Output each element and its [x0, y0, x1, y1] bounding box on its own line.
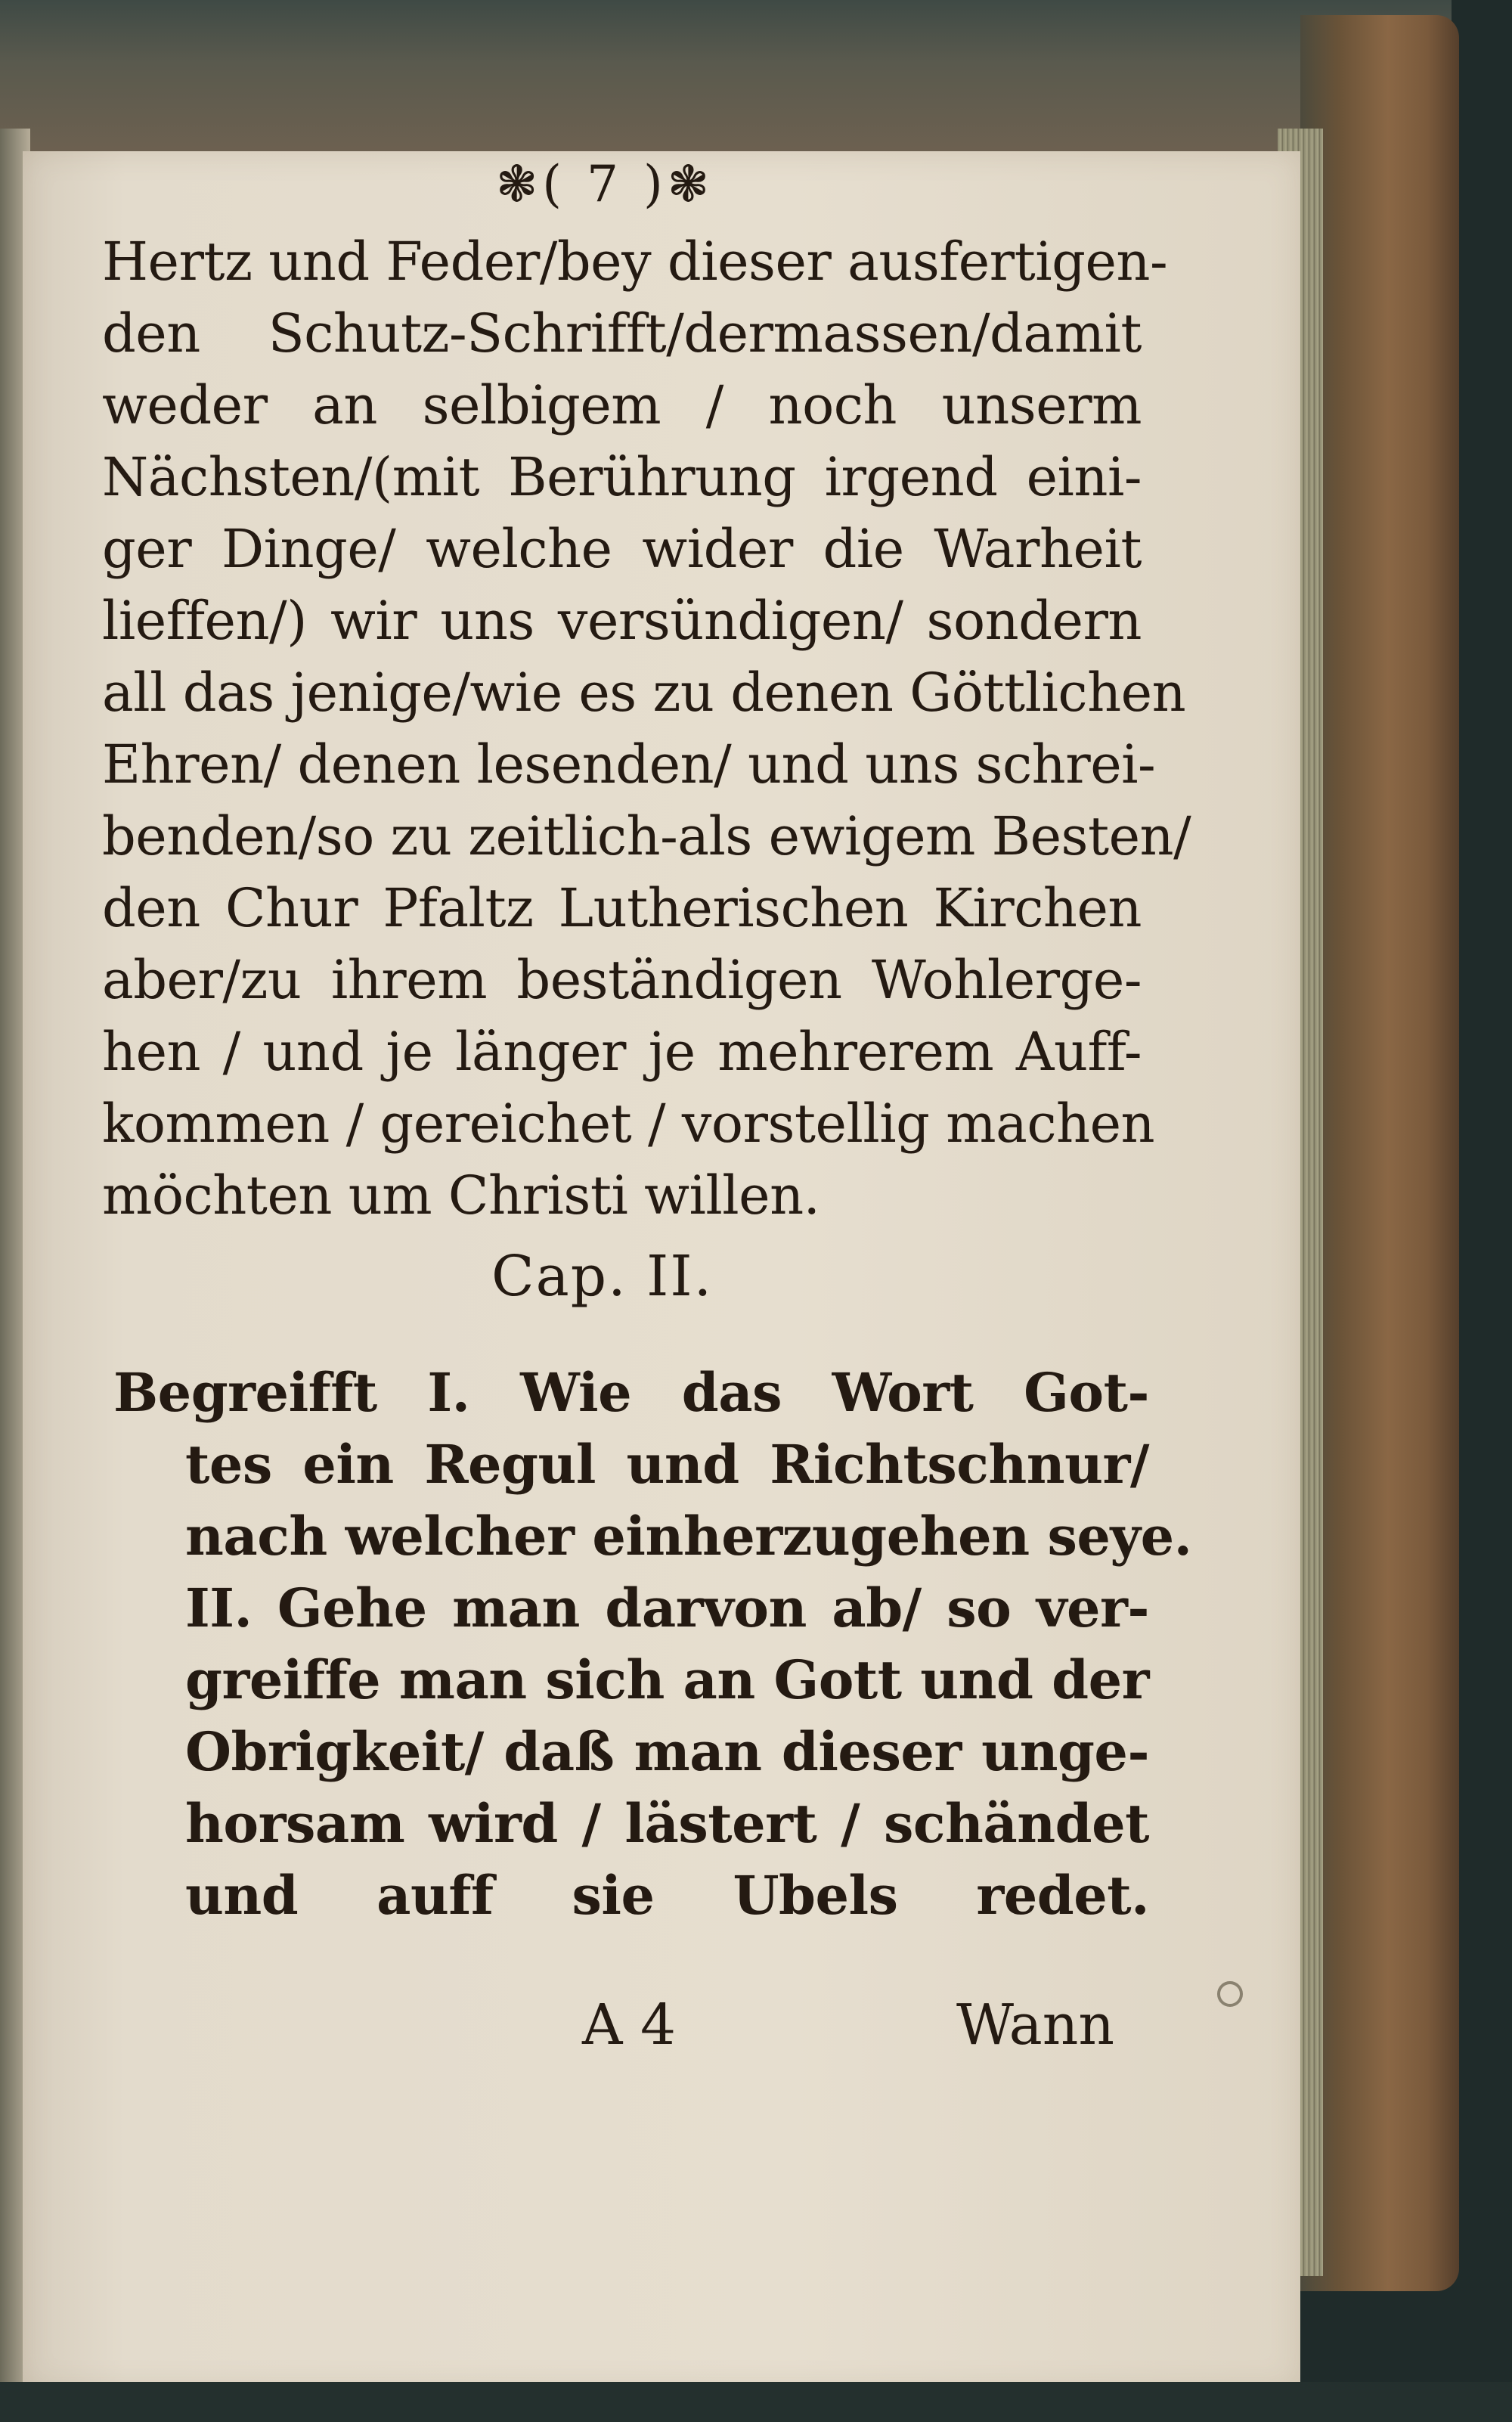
background-strip — [0, 2382, 1512, 2422]
summary-line: nach welcher einherzugehen seye. — [185, 1505, 1192, 1568]
body-line: den Schutz-Schrifft/dermassen/damit — [102, 302, 1142, 364]
catchword: Wann — [956, 1992, 1115, 2058]
summary-line: greiffe man sich an Gott und der — [185, 1648, 1149, 1711]
body-line: möchten um Christi willen. — [102, 1164, 820, 1227]
summary-line: und auff sie Ubels redet. — [185, 1864, 1149, 1927]
summary-line: Begreifft I. Wie das Wort Got- — [113, 1361, 1149, 1424]
body-line: hen / und je länger je mehrerem Auff- — [102, 1021, 1142, 1083]
summary-line: horsam wird / lästert / schändet — [185, 1792, 1149, 1855]
body-line: aber/zu ihrem beständigen Wohlerge- — [102, 949, 1142, 1011]
page-number-header: ❃( 7 )❃ — [495, 155, 714, 213]
body-line: weder an selbigem / noch unserm — [102, 374, 1142, 436]
body-line: den Chur Pfaltz Lutherischen Kirchen — [102, 877, 1142, 939]
body-line: ger Dinge/ welche wider die Warheit — [102, 518, 1142, 580]
summary-line: II. Gehe man darvon ab/ so ver- — [185, 1577, 1149, 1639]
signature-mark: A 4 — [582, 1992, 677, 2058]
body-line: benden/so zu zeitlich-als ewigem Besten/ — [102, 805, 1191, 867]
body-line: kommen / gereichet / vorstellig machen — [102, 1093, 1155, 1155]
page-spot — [1217, 1981, 1243, 2007]
body-line: all das jenige/wie es zu denen Göttlichen — [102, 662, 1186, 724]
chapter-heading: Cap. II. — [491, 1244, 714, 1309]
summary-line: Obrigkeit/ daß man dieser unge- — [185, 1720, 1149, 1783]
body-line: lieffen/) wir uns versündigen/ sondern — [102, 590, 1142, 652]
body-line: Nächsten/(mit Berührung irgend eini- — [102, 446, 1142, 508]
body-line: Ehren/ denen lesenden/ und uns schrei- — [102, 733, 1156, 795]
book-spine — [1300, 15, 1459, 2291]
body-line: Hertz und Feder/bey dieser ausfertigen- — [102, 231, 1168, 293]
book-cover-top — [0, 0, 1452, 159]
summary-line: tes ein Regul und Richtschnur/ — [185, 1433, 1149, 1496]
